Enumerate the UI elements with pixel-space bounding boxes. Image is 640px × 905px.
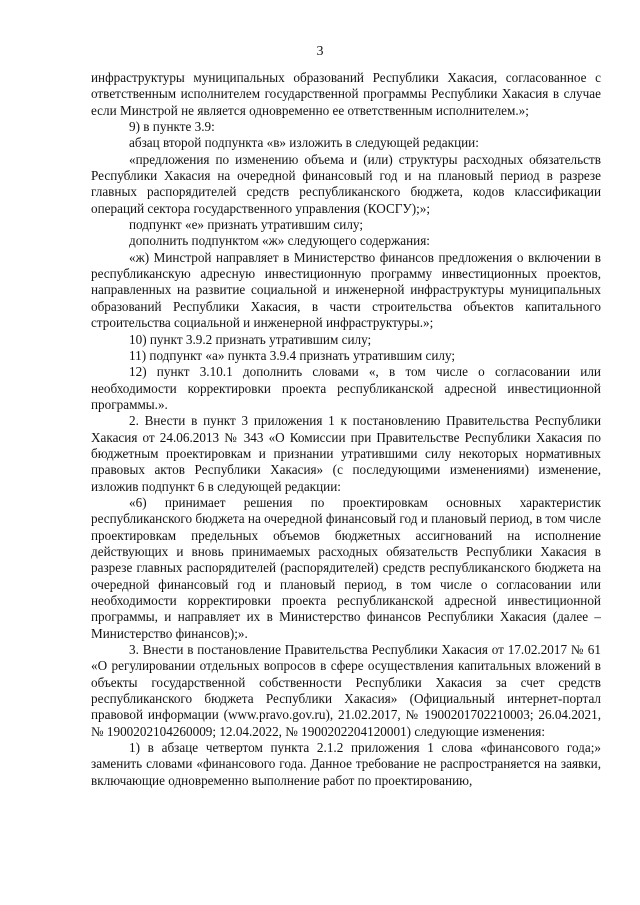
paragraph: абзац второй подпункта «в» изложить в следующей редакции: [129, 135, 479, 151]
paragraph: 9) в пункте 3.9: [129, 119, 215, 135]
paragraph: 11) подпункт «а» пункта 3.9.4 признать утратившим силу; [129, 347, 456, 363]
document-body [91, 70, 601, 789]
paragraph: «ж) Минстрой направляет в Министерство финансов предложения о включении в республиканскую адресную инвестиционную программу инвестиционных проектов, направленных на развитие социальной и инженерной инфраструктуры муниципальных образований Республики Хакасия, в части строительства объектов капитального строительства социальной и инженерной инфраструктуры.»; [91, 249, 601, 331]
paragraph: 12) пункт 3.10.1 дополнить словами «, в том числе о согласовании или необходимости корректировки проекта республиканской адресной инвестиционной программы.». [91, 364, 601, 412]
paragraph: «предложения по изменению объема и (или) структуры расходных обязательств Республики Хакасия на очередной финансовый год и на плановый период в разрезе главных распорядителей средств республиканского бюджета, кодов классификации операций сектора государственного управления (КОСГУ);»; [91, 151, 601, 216]
paragraph: дополнить подпунктом «ж» следующего содержания: [129, 233, 430, 249]
page-number: 3 [316, 44, 324, 59]
paragraph: подпункт «е» признать утратившим силу; [129, 217, 363, 233]
paragraph: инфраструктуры муниципальных образований Республики Хакасия, согласованное с ответственным исполнителем государственной программы Республики Хакасия в случае если Минстрой не является одновременно ее ответственным исполнителем.»; [91, 70, 601, 118]
paragraph: 2. Внести в пункт 3 приложения 1 к постановлению Правительства Республики Хакасия от 24.06.2013 № 343 «О Комиссии при Правительстве Республики Хакасия по бюджетным проектировкам и признании утратившими силу некоторых нормативных правовых актов Республики Хакасия» (с последующими изменениями) изменение, изложив подпункт 6 в следующей редакции: [91, 413, 601, 494]
paragraph: 10) пункт 3.9.2 признать утратившим силу; [129, 331, 372, 347]
paragraph: 1) в абзаце четвертом пункта 2.1.2 приложения 1 слова «финансового года;» заменить словами «финансового года. Данное требование не распространяется на заявки, включающие одновременно выполнение работ по проектированию, [91, 740, 601, 788]
paragraph: «6) принимает решения по проектировкам основных характеристик республиканского бюджета на очередной финансовый год и плановый период, в том числе проектировкам предельных объемов бюджетных ассигнований на исполнение действующих и вновь принимаемых расходных обязательств Республики Хакасия в разрезе главных распорядителей (распорядителей) средств республиканского бюджета на очередной финансовый год и плановый период, в том числе о согласовании или необходимости корректировки проекта республиканской адресной инвестиционной программы, и направляет их в Министерство финансов Республики Хакасия (далее – Министерство финансов);». [91, 494, 601, 641]
paragraph: 3. Внести в постановление Правительства Республики Хакасия от 17.02.2017 № 61 «О регулировании отдельных вопросов в сфере осуществления капитальных вложений в объекты государственной собственности Республики Хакасия за счет средств республиканского бюджета Республики Хакасия» (Официальный интернет-портал правовой информации (www.pravo.gov.ru), 21.02.2017, № 1900201702210003; 26.04.2021, № 1900202104260009; 12.04.2022, № 1900202204120001) следующие изменения: [91, 642, 601, 739]
